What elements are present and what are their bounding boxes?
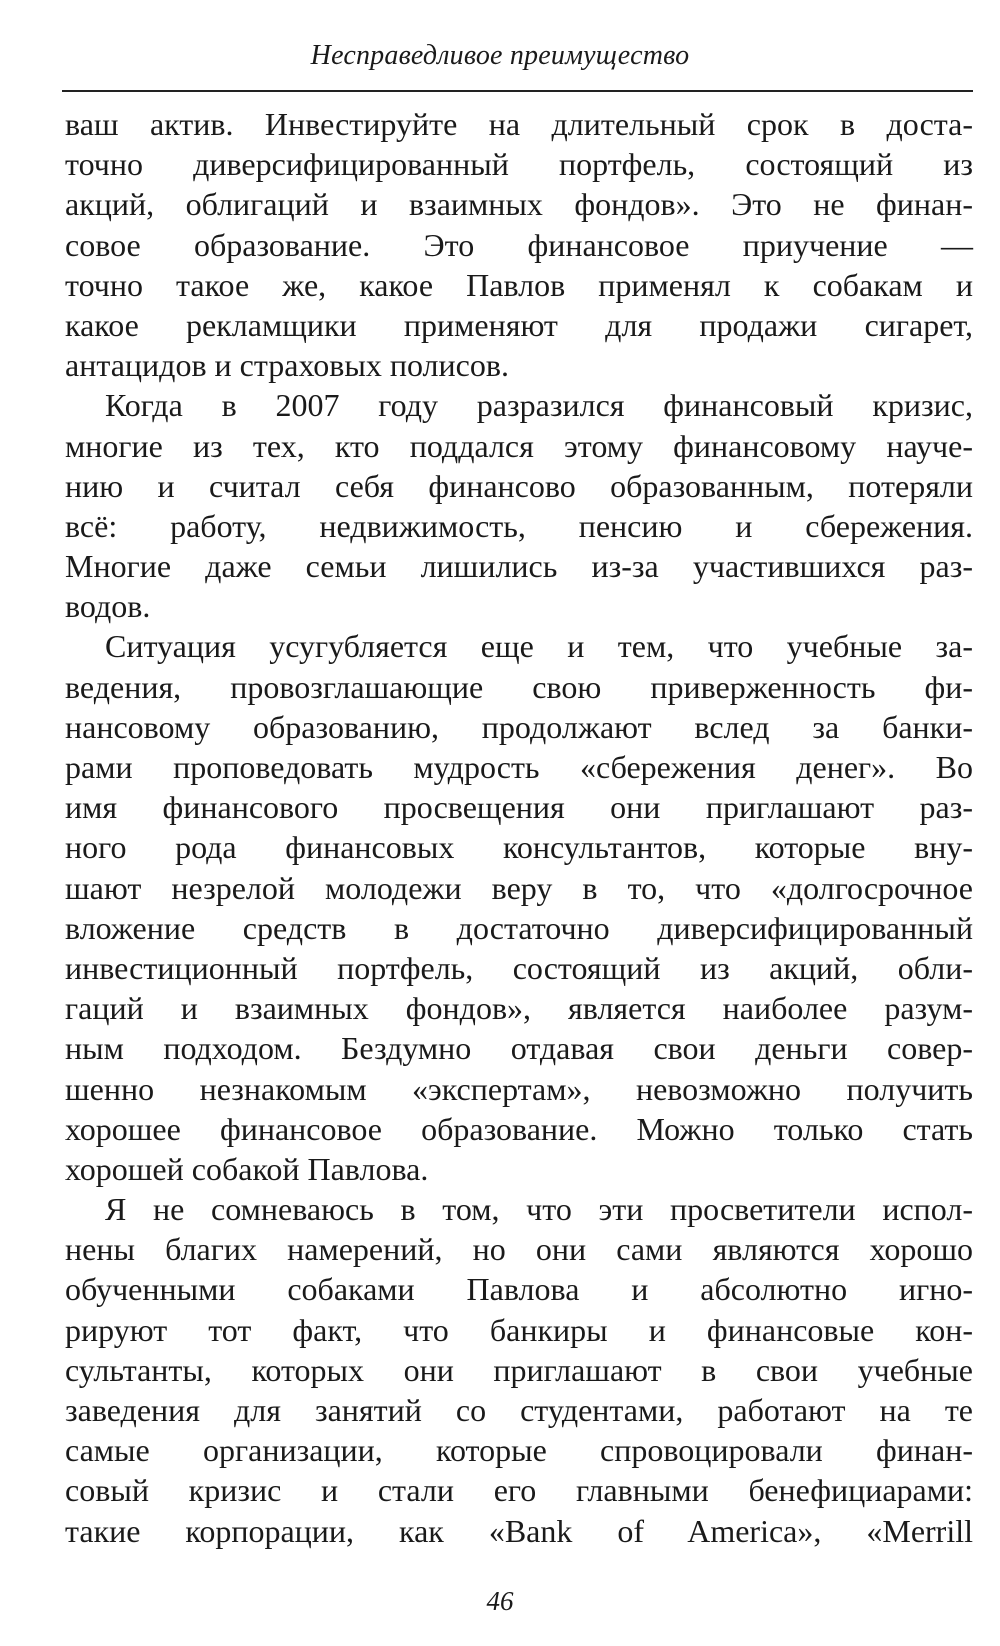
text-line: инвестиционный портфель, состоящий из акций, обли- [65,949,973,986]
text-line: акций, облигаций и взаимных фондов». Это не финан- [65,186,973,223]
text-line: нены благих намерений, но они сами являются хорошо [65,1231,973,1268]
text-line: антацидов и страховых полисов. [65,347,509,384]
text-line: обученными собаками Павлова и абсолютно игно- [65,1271,973,1308]
text-line: ным подходом. Бездумно отдавая свои деньги совер- [65,1030,973,1067]
text-line: такие корпорации, как «Bank of America», «Merrill [65,1512,973,1549]
header-rule [62,90,973,92]
running-head: Несправедливое преимущество [310,40,690,71]
text-line: какое рекламщики применяют для продажи сигарет, [65,306,973,343]
text-line: точно диверсифицированный портфель, состоящий из [65,146,973,183]
text-line: самые организации, которые спровоцировали финан- [65,1432,973,1469]
text-line: хорошее финансовое образование. Можно только стать [65,1110,973,1147]
text-line: шенно незнакомым «экспертам», невозможно получить [65,1070,973,1107]
text-line: совое образование. Это финансовое приучение — [65,226,973,263]
text-line: нию и считал себя финансово образованным, потеряли [65,467,973,504]
text-line: ведения, провозглашающие свою приверженность фи- [65,668,973,705]
text-line: заведения для занятий со студентами, работают на те [65,1392,973,1428]
text-line: совый кризис и стали его главными бенефициарами: [65,1472,973,1509]
text-line: гаций и взаимных фондов», является наиболее разум- [65,990,973,1027]
text-line: точно такое же, какое Павлов применял к собакам и [65,266,973,303]
text-line: ного рода финансовых консультантов, которые вну- [65,829,973,866]
text-line: Когда в 2007 году разразился финансовый кризис, [105,387,973,424]
text-line: вложение средств в достаточно диверсифицированный [65,909,973,946]
text-line: имя финансового просвещения они приглашают раз- [65,789,973,826]
text-line: рами проповедовать мудрость «сбережения денег». Во [65,749,973,785]
text-line: Ситуация усугубляется еще и тем, что учебные за- [105,628,973,665]
text-line: всё: работу, недвижимость, пенсию и сбережения. [65,507,973,544]
text-line: Многие даже семьи лишились из-за участившихся раз- [65,548,973,585]
text-line: сультанты, которых они приглашают в свои учебные [65,1351,973,1388]
body-text [65,104,973,1551]
text-line: шают незрелой молодежи веру в то, что «долгосрочное [65,869,973,906]
text-line: многие из тех, кто поддался этому финансовому науче- [65,427,973,464]
text-line: рируют тот факт, что банкиры и финансовые кон- [65,1311,973,1348]
text-line: водов. [65,588,151,625]
text-line: хорошей собакой Павлова. [65,1150,429,1187]
text-line: нансовому образованию, продолжают вслед за банки- [65,708,973,745]
text-line: ваш актив. Инвестируйте на длительный срок в доста- [65,106,973,142]
text-line: Я не сомневаюсь в том, что эти просветители испол- [105,1191,973,1228]
page-number: 46 [486,1586,514,1616]
